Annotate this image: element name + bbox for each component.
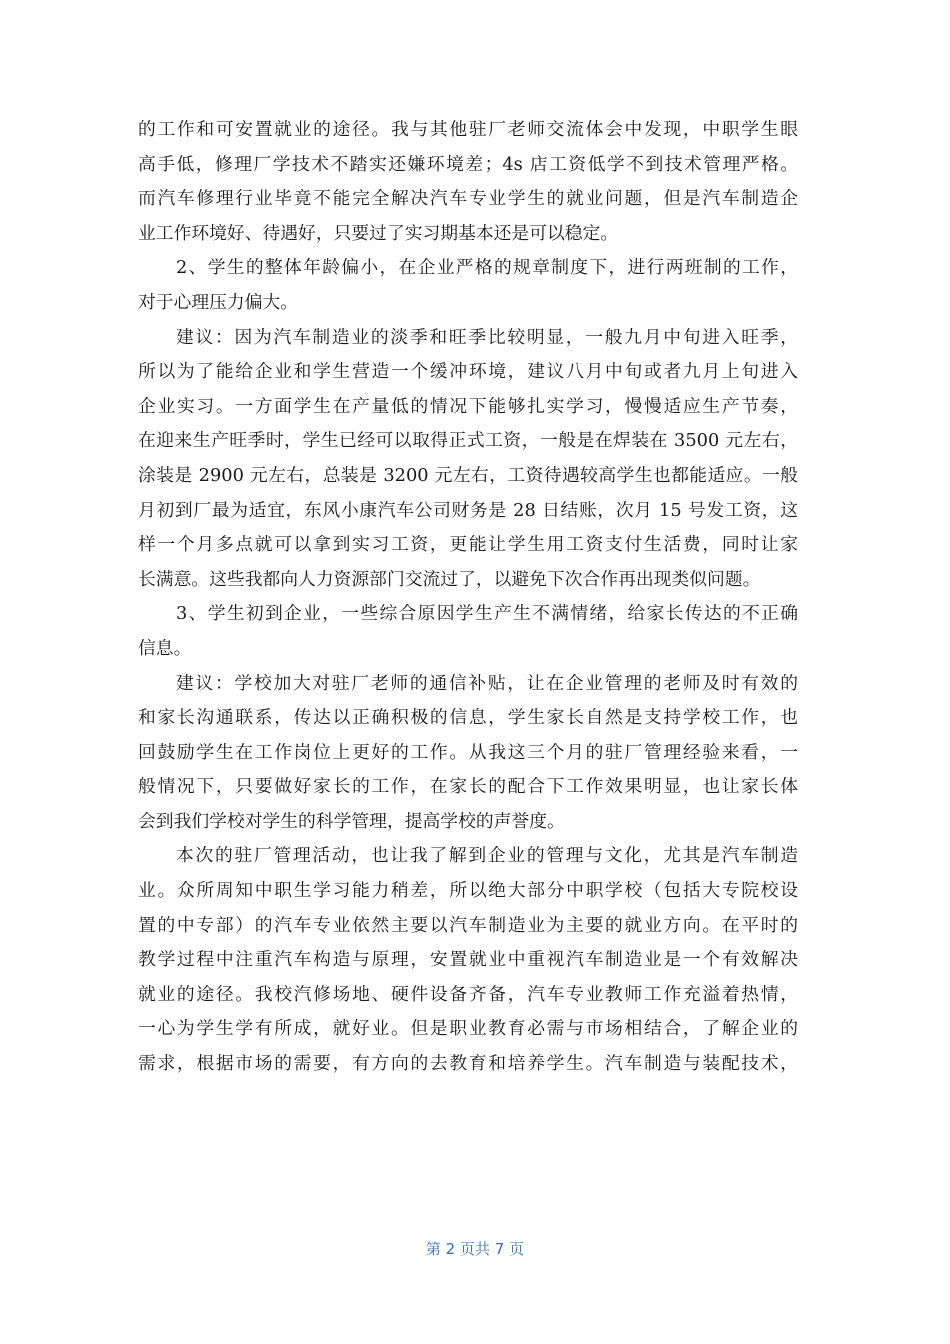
text-line: 会到我们学校对学生的科学管理，提高学校的声誉度。 <box>138 810 565 832</box>
text-line: 建议：学校加大对驻厂老师的通信补贴，让在企业管理的老师及时有效的 <box>176 672 798 694</box>
paragraph <box>138 667 798 840</box>
text-line: 企业实习。一方面学生在产量低的情况下能够扎实学习，慢慢适应生产节奏， <box>138 395 798 417</box>
paragraph <box>138 839 798 1081</box>
text-line: 需求，根据市场的需要，有方向的去教育和培养学生。汽车制造与装配技术， <box>138 1053 798 1075</box>
text-line: 高手低，修理厂学技术不踏实还嫌环境差；4s 店工资低学不到技术管理严格。 <box>138 153 798 175</box>
paragraph <box>138 113 798 251</box>
paragraph <box>138 251 798 320</box>
text-line: 般情况下，只要做好家长的工作，在家长的配合下工作效果明显，也让家长体 <box>138 776 798 798</box>
text-line: 2、学生的整体年龄偏小，在企业严格的规章制度下，进行两班制的工作， <box>176 257 798 279</box>
page-number-footer <box>0 1238 950 1259</box>
text-line: 3、学生初到企业，一些综合原因学生产生不满情绪，给家长传达的不正确 <box>176 603 798 625</box>
text-line: 长满意。这些我都向人力资源部门交流过了，以避免下次合作再出现类似问题。 <box>138 568 761 590</box>
text-line: 教学过程中注重汽车构造与原理，安置就业中重视汽车制造业是一个有效解决 <box>138 949 798 971</box>
text-line: 而汽车修理行业毕竟不能完全解决汽车专业学生的就业问题，但是汽车制造企 <box>138 188 798 210</box>
text-line: 业工作环境好、待遇好，只要过了实习期基本还是可以稳定。 <box>138 222 619 244</box>
text-line: 涂装是 2900 元左右，总装是 3200 元左右，工资待遇较高学生也都能适应。一般 <box>138 464 798 486</box>
text-line: 对于心理压力偏大。 <box>138 291 299 313</box>
text-line: 信息。 <box>138 637 192 659</box>
paragraph <box>138 321 798 598</box>
text-line: 和家长沟通联系，传达以正确积极的信息，学生家长自然是支持学校工作，也 <box>138 707 798 729</box>
text-line: 的工作和可安置就业的途径。我与其他驻厂老师交流体会中发现，中职学生眼 <box>138 119 798 140</box>
text-line: 回鼓励学生在工作岗位上更好的工作。从我这三个月的驻厂管理经验来看，一 <box>138 741 798 763</box>
text-line: 置的中专部）的汽车专业依然主要以汽车制造业为主要的就业方向。在平时的 <box>138 914 798 936</box>
text-line: 在迎来生产旺季时，学生已经可以取得正式工资，一般是在焊装在 3500 元左右， <box>138 430 798 452</box>
text-line: 业。众所周知中职生学习能力稍差，所以绝大部分中职学校（包括大专院校设 <box>138 880 798 902</box>
text-line: 建议：因为汽车制造业的淡季和旺季比较明显，一般九月中旬进入旺季， <box>176 326 798 348</box>
paragraph <box>138 597 798 666</box>
document-body <box>138 113 798 1082</box>
text-line: 一心为学生学有所成，就好业。但是职业教育必需与市场相结合，了解企业的 <box>138 1018 798 1040</box>
text-line: 所以为了能给企业和学生营造一个缓冲环境，建议八月中旬或者九月上旬进入 <box>138 361 798 383</box>
text-line: 月初到厂最为适宜，东风小康汽车公司财务是 28 日结账，次月 15 号发工资，这 <box>138 499 798 521</box>
text-line: 就业的途径。我校汽修场地、硬件设备齐备，汽车专业教师工作充溢着热情， <box>138 983 798 1005</box>
text-line: 样一个月多点就可以拿到实习工资，更能让学生用工资支付生活费，同时让家 <box>138 534 798 556</box>
page-number: 第 2 页共 7 页 <box>425 1240 525 1258</box>
text-line: 本次的驻厂管理活动，也让我了解到企业的管理与文化，尤其是汽车制造 <box>176 845 798 867</box>
